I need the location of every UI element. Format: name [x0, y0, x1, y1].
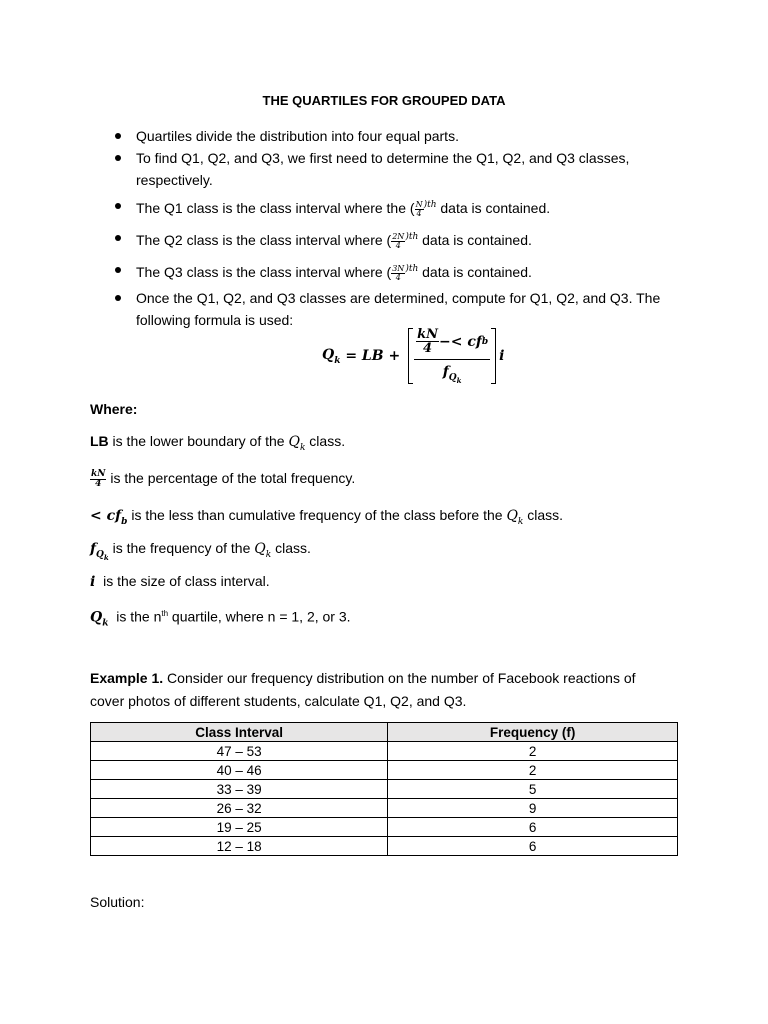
formula-sub-q: Q: [448, 372, 457, 383]
header-class-interval: Class Interval: [91, 723, 388, 742]
table-row: [91, 761, 678, 780]
b-subscript: b: [121, 516, 128, 527]
fraction-numerator: 3N: [392, 263, 405, 273]
formula-sub-b: b: [481, 336, 489, 347]
table-row: [91, 818, 678, 837]
definition-text: is the size of class interval.: [95, 573, 270, 589]
th-superscript: )th: [405, 232, 419, 242]
definition-text: class.: [305, 433, 346, 449]
f-symbol: f: [90, 541, 97, 557]
quartile-bullet-list: [90, 125, 690, 331]
formula-numerator: [414, 328, 490, 360]
th-superscript: )th: [405, 264, 419, 274]
formula-main-fraction: [414, 328, 490, 385]
frequency-table: [90, 722, 678, 856]
frequency-cell: 5: [388, 780, 678, 799]
example-text-cont: cover photos of different students, calculate Q1, Q2, and Q3.: [90, 693, 467, 709]
example-paragraph: [90, 667, 636, 713]
bullet-text: data is contained.: [418, 264, 532, 280]
bullet-dot: [115, 155, 121, 161]
th-superscript: th: [161, 609, 169, 618]
i-symbol: i: [90, 574, 96, 590]
class-interval-cell: 47 – 53: [91, 742, 388, 761]
bullet-dot: [115, 133, 121, 139]
definition-percentage: [90, 463, 355, 493]
bullet-text: Quartiles divide the distribution into four equal parts.: [136, 128, 459, 144]
frequency-cell: 6: [388, 818, 678, 837]
definition-qk: [90, 604, 351, 633]
definition-text: is the frequency of the: [108, 540, 255, 556]
formula-lhs: [322, 347, 340, 366]
definition-text: is the n: [108, 608, 162, 625]
definition-i: [90, 571, 270, 592]
fraction-3n-over-4: [391, 265, 405, 282]
bullet-text-cont: following formula is used:: [136, 312, 294, 328]
bullet-text: Once the Q1, Q2, and Q3 classes are determined, compute for Q1, Q2, and Q3. The: [136, 290, 661, 306]
bullet-text: data is contained.: [436, 200, 551, 216]
lb-symbol: LB: [90, 433, 109, 449]
q-symbol: Q: [254, 541, 266, 557]
fraction-denominator: 4: [395, 240, 401, 250]
q-subscript: Q: [96, 549, 104, 560]
formula-minus-cf: −< cf: [438, 333, 482, 350]
definition-text: class.: [271, 540, 311, 556]
frequency-cell: 2: [388, 761, 678, 780]
definition-fq: [90, 538, 311, 568]
th-superscript: )th: [423, 200, 437, 210]
frequency-cell: 2: [388, 742, 678, 761]
fraction-denominator: 4: [95, 478, 102, 489]
example-label: Example 1.: [90, 670, 164, 686]
bullet-dot: [115, 267, 121, 273]
definition-text: is the lower boundary of the: [108, 433, 289, 449]
fraction-n-over-4: [415, 201, 424, 218]
fraction-2n-over-4: [391, 233, 405, 250]
where-heading: Where:: [90, 401, 138, 417]
bullet-text-cont: respectively.: [136, 172, 213, 188]
quartile-formula: [322, 325, 505, 387]
frequency-cell: 9: [388, 799, 678, 818]
fraction-numerator: 2N: [392, 231, 405, 241]
formula-denominator: [443, 360, 462, 385]
k-subscript: k: [265, 549, 272, 560]
table-row: [91, 780, 678, 799]
table-row: [91, 837, 678, 856]
class-interval-cell: 33 – 39: [91, 780, 388, 799]
formula-i: i: [499, 348, 505, 364]
example-text: Consider our frequency distribution on the number of Facebook reactions of: [163, 670, 636, 686]
definition-text: class.: [523, 507, 564, 523]
fraction-denominator: 4: [416, 208, 422, 218]
bullet-item: [90, 147, 690, 191]
q-symbol: Q: [90, 609, 103, 626]
fraction-numerator: N: [415, 199, 423, 209]
q-symbol: Q: [506, 508, 518, 524]
bullet-item: [90, 255, 690, 287]
definition-text: is the less than cumulative frequency of the class before the: [127, 507, 507, 523]
bullet-item: [90, 125, 690, 147]
formula-sub-sub-k: k: [456, 375, 462, 385]
k-subscript: k: [299, 442, 306, 453]
definition-text: quartile, where n = 1, 2, or 3.: [168, 608, 351, 625]
bullet-dot: [115, 203, 121, 209]
definition-cf: [90, 505, 563, 532]
fraction-kn-over-4: [90, 470, 106, 489]
header-frequency: Frequency (f): [388, 723, 678, 742]
formula-q: Q: [322, 346, 335, 363]
bullet-item: [90, 223, 690, 255]
solution-label: Solution:: [90, 894, 145, 910]
class-interval-cell: 26 – 32: [91, 799, 388, 818]
table-row: [91, 799, 678, 818]
bullet-dot: [115, 295, 121, 301]
formula-f: f: [442, 363, 449, 380]
formula-kn-over-4: [416, 328, 439, 356]
formula-bracket: [408, 328, 496, 385]
definition-lb: [90, 431, 345, 458]
bullet-text: The Q3 class is the class interval where (: [136, 264, 392, 280]
fraction-denominator: 4: [395, 272, 401, 282]
bullet-text: The Q1 class is the class interval where the (: [136, 200, 415, 216]
bullet-text: To find Q1, Q2, and Q3, we first need to determine the Q1, Q2, and Q3 classes,: [136, 150, 630, 166]
definition-text: is the percentage of the total frequency.: [106, 470, 356, 486]
table-row: [91, 742, 678, 761]
fraction-numerator: kN: [91, 468, 106, 479]
formula-sub-k: k: [334, 355, 341, 366]
cf-symbol: < cf: [90, 508, 122, 524]
formula-equals-lb: = LB +: [340, 348, 406, 364]
page-title: THE QUARTILES FOR GROUPED DATA: [262, 93, 506, 108]
bullet-dot: [115, 235, 121, 241]
formula-four: 4: [423, 341, 433, 357]
bullet-text: data is contained.: [418, 232, 532, 248]
table-header-row: [91, 723, 678, 742]
bullet-text: The Q2 class is the class interval where (: [136, 232, 392, 248]
bullet-item: [90, 191, 690, 223]
k-subscript: k: [103, 552, 109, 562]
q-symbol: Q: [288, 434, 300, 450]
class-interval-cell: 12 – 18: [91, 837, 388, 856]
class-interval-cell: 19 – 25: [91, 818, 388, 837]
class-interval-cell: 40 – 46: [91, 761, 388, 780]
frequency-cell: 6: [388, 837, 678, 856]
k-subscript: k: [517, 516, 524, 527]
formula-kn: kN: [417, 326, 438, 342]
k-subscript: k: [102, 618, 109, 629]
